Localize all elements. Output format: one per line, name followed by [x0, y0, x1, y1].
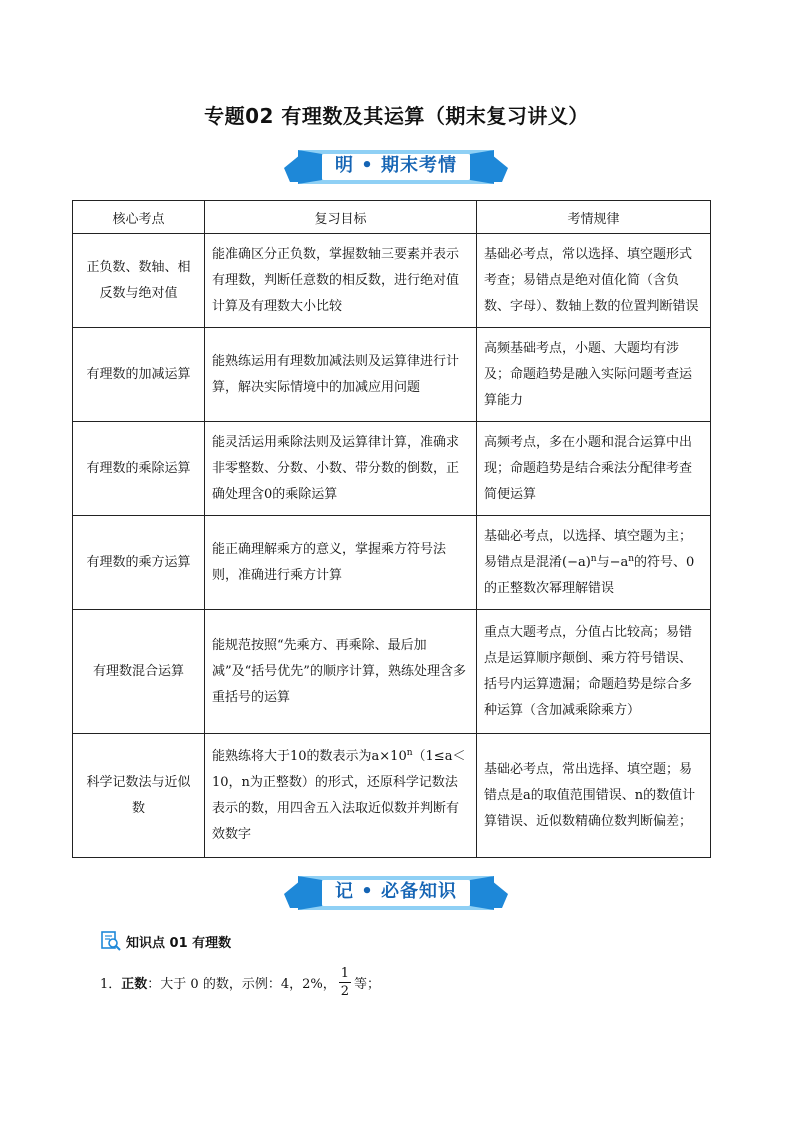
row-goal: 能规范按照“先乘方、再乘除、最后加减”及“括号优先”的顺序计算，熟练处理含多重括号的运算	[205, 610, 477, 734]
row-pattern: 基础必考点，常以选择、填空题形式考查；易错点是绝对值化简（含负数、字母）、数轴上数的位置判断错误	[477, 234, 711, 328]
row-goal	[205, 734, 477, 858]
exponent-n: n	[590, 553, 597, 564]
list-item	[100, 965, 380, 1000]
banner-title: 明 • 期末考情	[334, 155, 458, 176]
row-topic: 有理数的乘方运算	[73, 516, 205, 610]
table-row	[73, 422, 711, 516]
goal-text-a: 能熟练将大于10的数表示为a×10	[212, 748, 407, 764]
table-row	[73, 234, 711, 328]
table-row	[73, 734, 711, 858]
goal-text-b: （1≤a＜10，n为正整数）的形式，还原科学记数法表示的数，用四舍五入法取近似数并判断有效数字	[212, 748, 466, 842]
row-topic: 正负数、数轴、相反数与绝对值	[73, 234, 205, 328]
table-row	[73, 516, 711, 610]
header-core-topic: 核心考点	[73, 201, 205, 234]
pattern-text-a: 基础必考点，以选择、填空题为主；易错点是混淆(−a)	[484, 528, 693, 570]
header-exam-pattern: 考情规律	[477, 201, 711, 234]
item-number: 1．	[100, 977, 122, 992]
exponent-n: n	[406, 747, 413, 758]
row-pattern: 重点大题考点，分值占比较高；易错点是运算顺序颠倒、乘方符号错误、括号内运算遗漏；命题趋势是综合多种运算（含加减乘除乘方）	[477, 610, 711, 734]
banner-essential-knowledge	[284, 872, 508, 914]
pattern-text-b: 与−a	[596, 554, 629, 570]
row-goal: 能熟练运用有理数加减法则及运算律进行计算，解决实际情境中的加减应用问题	[205, 328, 477, 422]
row-topic: 有理数的加减运算	[73, 328, 205, 422]
table-header-row	[73, 201, 711, 234]
pattern-text-c: 的符号、0的正整数次幂理解错误	[484, 554, 695, 596]
item-text: ：大于 0 的数，示例：4，2%，	[147, 977, 336, 992]
magnifier-book-icon	[100, 930, 122, 952]
knowledge-point-heading	[100, 930, 231, 952]
row-topic: 科学记数法与近似数	[73, 734, 205, 858]
row-topic: 有理数混合运算	[73, 610, 205, 734]
review-table	[72, 200, 711, 858]
page-title: 专题02 有理数及其运算（期末复习讲义）	[204, 104, 589, 128]
table-row	[73, 610, 711, 734]
table-row	[73, 328, 711, 422]
row-pattern	[477, 516, 711, 610]
banner-exam-overview	[284, 146, 508, 188]
row-topic: 有理数的乘除运算	[73, 422, 205, 516]
header-review-goal: 复习目标	[205, 201, 477, 234]
row-pattern: 高频基础考点，小题、大题均有涉及；命题趋势是融入实际问题考查运算能力	[477, 328, 711, 422]
fraction-one-half	[339, 965, 351, 1000]
banner-title: 记 • 必备知识	[334, 881, 458, 902]
row-pattern: 基础必考点，常出选择、填空题；易错点是a的取值范围错误、n的数值计算错误、近似数精确位数判断偏差；	[477, 734, 711, 858]
fraction-numerator: 1	[340, 966, 350, 981]
row-pattern: 高频考点，多在小题和混合运算中出现；命题趋势是结合乘法分配律考查简便运算	[477, 422, 711, 516]
item-term: 正数	[121, 977, 148, 992]
knowledge-point-title: 知识点 01 有理数	[126, 935, 232, 951]
row-goal: 能正确理解乘方的意义，掌握乘方符号法则，准确进行乘方计算	[205, 516, 477, 610]
fraction-denominator: 2	[340, 984, 350, 999]
item-suffix: 等；	[354, 977, 381, 992]
row-goal: 能准确区分正负数，掌握数轴三要素并表示有理数，判断任意数的相反数，进行绝对值计算及有理数大小比较	[205, 234, 477, 328]
exponent-n: n	[628, 553, 635, 564]
row-goal: 能灵活运用乘除法则及运算律计算，准确求非零整数、分数、小数、带分数的倒数，正确处理含0的乘除运算	[205, 422, 477, 516]
